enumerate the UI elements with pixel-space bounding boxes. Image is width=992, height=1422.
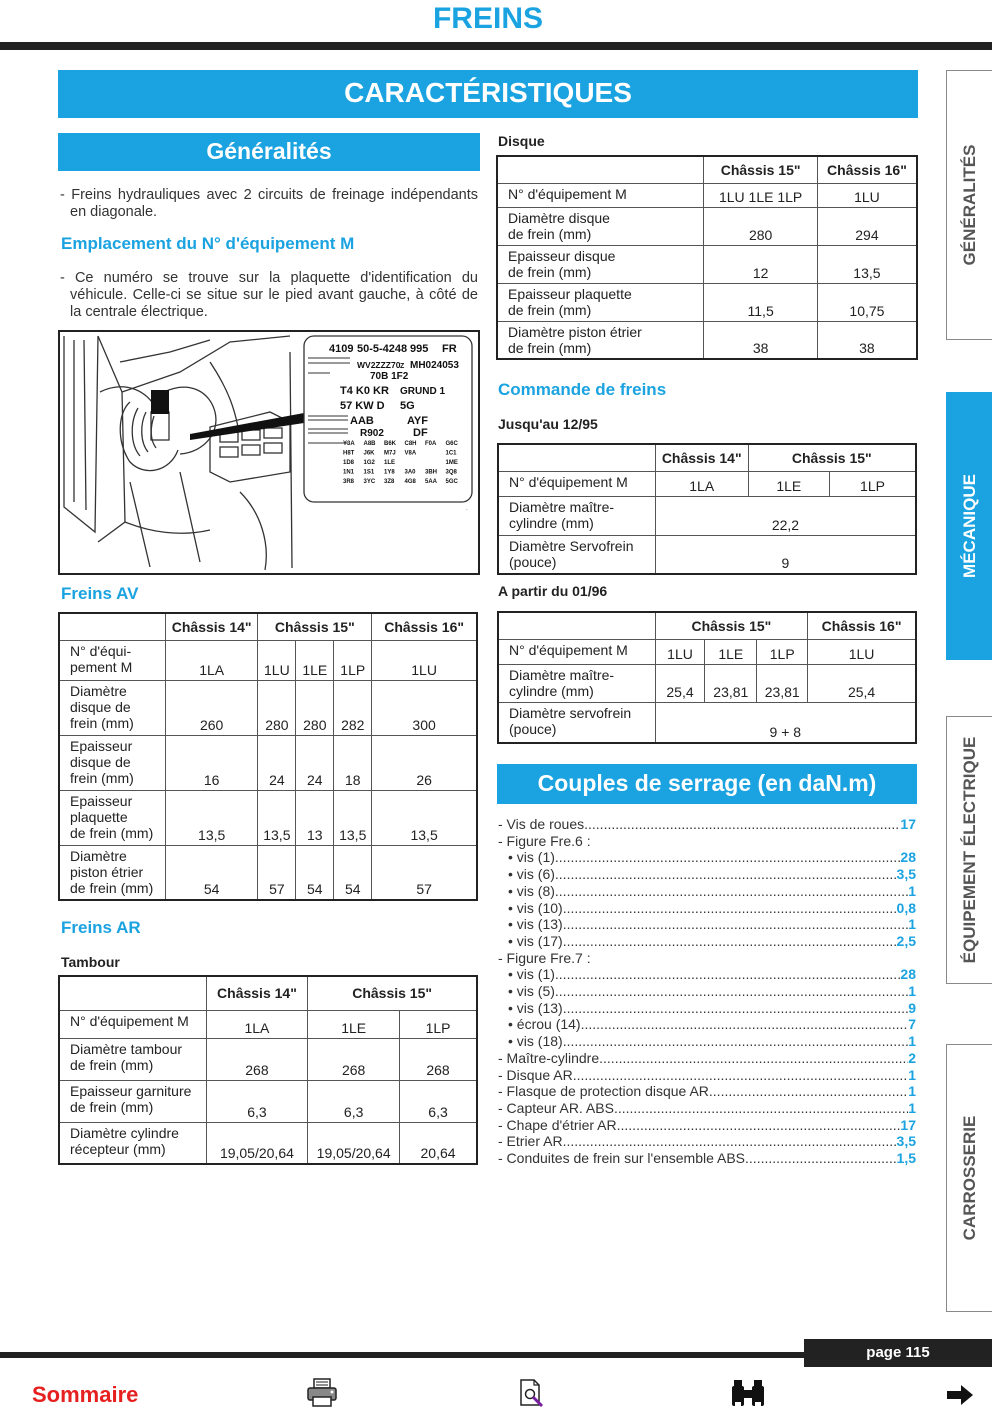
torque-value: 1 <box>908 983 916 1000</box>
plate-code: 1S1 <box>363 469 375 476</box>
torque-item <box>498 1133 916 1150</box>
page-title: FREINS <box>432 2 543 35</box>
table-row <box>498 702 916 743</box>
value-cell: 13,5 <box>817 245 917 283</box>
torque-label: • vis (6) <box>508 866 555 883</box>
value-cell: 23,81 <box>705 664 757 702</box>
value-cell: 13,5 <box>334 790 372 845</box>
dot-leader <box>555 983 908 1000</box>
torque-item <box>498 866 916 883</box>
value-cell: 13,5 <box>258 790 296 845</box>
value-cell: 19,05/20,64 <box>206 1122 308 1164</box>
value-cell: 25,4 <box>655 664 705 702</box>
plate-code: A8B <box>363 441 376 447</box>
torque-label: - Vis de roues <box>498 816 585 832</box>
table-row <box>497 245 917 283</box>
plate-code: C8H <box>404 441 417 447</box>
tab-mecanique[interactable]: MÉCANIQUE <box>946 392 992 660</box>
torque-item <box>498 1083 916 1100</box>
value-cell: 38 <box>817 321 917 359</box>
table-row <box>497 207 917 245</box>
table-row <box>497 183 917 207</box>
torque-item <box>498 916 916 933</box>
torque-value: 0,8 <box>896 899 916 916</box>
dot-leader <box>577 1067 909 1084</box>
value-cell: 280 <box>296 680 334 735</box>
header-chassis-16: Châssis 16" <box>372 613 477 640</box>
row-label: Diamètre maître- cylindre (mm) <box>498 664 655 702</box>
torque-value: 17 <box>900 1116 916 1133</box>
torque-value: 1,5 <box>896 1150 916 1167</box>
subhead-commande: Commande de freins <box>498 380 667 399</box>
table-commande-2 <box>497 611 917 744</box>
plate-code: H8T <box>343 450 355 457</box>
dot-leader <box>563 916 909 933</box>
table-freins-ar <box>58 975 478 1165</box>
value-cell: 9 + 8 <box>655 702 916 743</box>
header-chassis-15: Châssis 15" <box>308 976 477 1010</box>
torque-label: • vis (17) <box>508 932 563 949</box>
row-label: Diamètre tambour de frein (mm) <box>59 1038 206 1080</box>
value-cell: 1LU 1LE 1LP <box>704 183 817 207</box>
row-label: Diamètre servofrein (pouce) <box>498 702 655 743</box>
value-cell: 20,64 <box>400 1122 477 1164</box>
torque-label: - Figure Fre.6 : <box>498 832 591 849</box>
value-cell: 1LA <box>206 1010 308 1038</box>
plate-code: M7J <box>384 450 396 457</box>
row-label: N° d'équipement M <box>59 1010 206 1038</box>
svg-text:4109: 4109 <box>329 343 354 355</box>
torque-value: 1 <box>908 882 916 899</box>
dot-leader <box>563 1133 897 1150</box>
row-label: Epaisseur plaquette de frein (mm) <box>497 283 704 321</box>
dot-leader <box>555 849 901 866</box>
table-row <box>59 1080 477 1122</box>
plate-code: F0A <box>425 441 437 447</box>
value-cell: 1LU <box>808 639 916 664</box>
torque-label: - Figure Fre.7 : <box>498 949 591 966</box>
svg-text:5G: 5G <box>400 400 415 412</box>
row-label: Diamètre maître- cylindre (mm) <box>498 496 655 535</box>
value-cell: 18 <box>334 735 372 790</box>
value-cell: 268 <box>400 1038 477 1080</box>
value-cell: 1LP <box>334 640 372 680</box>
emplacement-text: - Ce numéro se trouve sur la plaquette d'identification du véhicule. Celle-ci se situe sur le pied avant gauche, à côté de la centrale électrique. <box>60 270 478 320</box>
torque-value: 7 <box>908 1016 916 1033</box>
label-tambour: Tambour <box>61 954 120 970</box>
torque-value: 28 <box>900 966 916 983</box>
torque-value: 1 <box>908 1083 916 1100</box>
table-disque <box>496 155 918 360</box>
dot-leader <box>584 816 900 833</box>
plate-code: 3R8 <box>343 479 355 485</box>
dot-leader <box>621 1117 901 1134</box>
table-freins-av <box>58 612 478 901</box>
dot-leader <box>563 1000 909 1017</box>
header-chassis-15: Châssis 15" <box>704 156 817 183</box>
value-cell: 1LE <box>296 640 334 680</box>
tab-carrosserie[interactable]: CARROSSERIE <box>946 1044 992 1312</box>
value-cell: 1LE <box>705 639 757 664</box>
row-label: Epaisseur plaquette de frein (mm) <box>59 790 165 845</box>
row-label: N° d'équipement M <box>498 639 655 664</box>
value-cell: 23,81 <box>757 664 808 702</box>
torque-label: - Flasque de protection disque AR. <box>498 1083 713 1100</box>
subhead-freins-av: Freins AV <box>61 584 139 603</box>
table-row <box>498 471 916 496</box>
torque-item <box>498 1000 916 1017</box>
torque-item <box>498 966 916 983</box>
plate-code: 3A0 <box>404 469 416 476</box>
torque-value: 1 <box>908 916 916 933</box>
value-cell: 10,75 <box>817 283 917 321</box>
svg-text:.: . <box>466 506 468 512</box>
plate-code: 1C1 <box>445 450 457 457</box>
tab-equipement-electrique[interactable]: ÉQUIPEMENT ÉLECTRIQUE <box>946 716 992 984</box>
value-cell: 19,05/20,64 <box>308 1122 400 1164</box>
dot-leader <box>745 1150 897 1167</box>
label-jusquau: Jusqu'au 12/95 <box>498 416 598 432</box>
plate-code: G6C <box>445 441 458 447</box>
torque-item <box>498 1150 916 1167</box>
table-row <box>59 680 477 735</box>
torque-label: • vis (5) <box>508 983 555 1000</box>
torque-label: - Capteur AR. ABS <box>498 1099 614 1116</box>
svg-text:T4 K0 KR: T4 K0 KR <box>340 385 389 397</box>
value-cell: 11,5 <box>704 283 817 321</box>
plate-location-marker <box>151 390 169 414</box>
value-cell: 260 <box>165 680 257 735</box>
dot-leader <box>563 900 897 917</box>
value-cell: 26 <box>372 735 477 790</box>
row-label: N° d'équipement M <box>497 183 704 207</box>
section-banner-caracteristiques: CARACTÉRISTIQUES <box>58 70 918 118</box>
svg-text:50-5-4248: 50-5-4248 <box>357 343 408 355</box>
sommaire-link[interactable]: Sommaire <box>32 1382 139 1407</box>
header-chassis-16: Châssis 16" <box>817 156 917 183</box>
value-cell: 1LA <box>655 471 748 496</box>
table-row <box>498 496 916 535</box>
value-cell: 57 <box>258 845 296 900</box>
torque-item <box>498 950 916 967</box>
value-cell: 25,4 <box>808 664 916 702</box>
label-disque: Disque <box>498 133 545 149</box>
value-cell: 268 <box>308 1038 400 1080</box>
header-chassis-14: Châssis 14" <box>655 444 748 471</box>
dot-leader <box>555 966 901 983</box>
value-cell: 1LP <box>757 639 808 664</box>
value-cell: 1LU <box>655 639 705 664</box>
dot-leader <box>614 1100 908 1117</box>
dot-leader <box>555 883 908 900</box>
dot-leader <box>555 866 897 883</box>
torque-value: 9 <box>908 999 916 1016</box>
svg-text:70B 1F2: 70B 1F2 <box>370 371 409 382</box>
table-row <box>498 639 916 664</box>
plate-code: B6K <box>384 441 397 447</box>
header-chassis-15: Châssis 15" <box>258 613 372 640</box>
torque-item <box>498 1016 916 1033</box>
table-row <box>59 1122 477 1164</box>
top-rule <box>0 42 992 50</box>
dot-leader <box>563 933 897 950</box>
value-cell: 16 <box>165 735 257 790</box>
torque-value: 17 <box>900 816 916 832</box>
header-chassis-14: Châssis 14" <box>206 976 308 1010</box>
torque-label: • vis (13) <box>508 916 563 933</box>
value-cell: 57 <box>372 845 477 900</box>
value-cell: 1LU <box>817 183 917 207</box>
torque-value: 2 <box>908 1049 916 1066</box>
row-label: Diamètre Servofrein (pouce) <box>498 535 655 574</box>
table-row <box>498 664 916 702</box>
torque-label: - Etrier AR <box>498 1133 563 1150</box>
couples-list <box>498 816 916 1167</box>
row-label: Diamètre piston étrier de frein (mm) <box>497 321 704 359</box>
value-cell: 13 <box>296 790 334 845</box>
dot-leader <box>563 1033 909 1050</box>
section-banner-generalites: Généralités <box>58 133 480 171</box>
table-row <box>59 845 477 900</box>
plate-code: Y3A <box>343 441 355 447</box>
torque-label: • vis (8) <box>508 882 555 899</box>
value-cell: 22,2 <box>655 496 916 535</box>
table-row <box>497 321 917 359</box>
plate-code: 1LE <box>384 460 396 466</box>
dot-leader <box>713 1083 908 1100</box>
table-row <box>497 283 917 321</box>
table-row <box>59 735 477 790</box>
value-cell: 6,3 <box>206 1080 308 1122</box>
table-row <box>59 1010 477 1038</box>
value-cell: 280 <box>704 207 817 245</box>
plate-code: 1ME <box>445 460 458 466</box>
generalites-text: - Freins hydrauliques avec 2 circuits de freinage indépendants en diagonale. <box>60 187 478 220</box>
pillar-drawing <box>60 332 478 573</box>
row-label: Epaisseur disque de frein (mm) <box>59 735 165 790</box>
header-chassis-15: Châssis 15" <box>748 444 916 471</box>
value-cell: 294 <box>817 207 917 245</box>
value-cell: 12 <box>704 245 817 283</box>
torque-label: • écrou (14) <box>508 1016 581 1033</box>
svg-text:995: 995 <box>410 343 429 355</box>
torque-item <box>498 1050 916 1067</box>
plate-code: 5GC <box>445 479 458 485</box>
plate-code: 3Q8 <box>445 469 457 476</box>
value-cell: 1LU <box>258 640 296 680</box>
header-chassis-16: Châssis 16" <box>808 612 916 639</box>
page-number: page 115 <box>804 1339 992 1367</box>
table-row <box>59 790 477 845</box>
torque-value: 2,5 <box>896 932 916 949</box>
value-cell: 1LA <box>165 640 257 680</box>
torque-label: • vis (1) <box>508 966 555 983</box>
torque-item <box>498 1100 916 1117</box>
value-cell: 282 <box>334 680 372 735</box>
table-row <box>59 640 477 680</box>
svg-text:57 KW D: 57 KW D <box>340 400 385 412</box>
value-cell: 24 <box>258 735 296 790</box>
value-cell: 54 <box>165 845 257 900</box>
svg-text:FR: FR <box>442 343 457 355</box>
torque-item <box>498 933 916 950</box>
torque-label: - Disque AR. <box>498 1066 577 1083</box>
plate-code: J6K <box>363 450 375 457</box>
value-cell: 280 <box>258 680 296 735</box>
torque-item <box>498 883 916 900</box>
svg-text:Z: Z <box>400 363 405 370</box>
svg-text:WV2ZZZ70: WV2ZZZ70 <box>357 360 401 370</box>
table-commande-1 <box>497 443 917 575</box>
torque-label: • vis (13) <box>508 999 563 1016</box>
torque-value: 1 <box>908 1033 916 1050</box>
torque-item <box>498 1033 916 1050</box>
plate-code: 3BH <box>425 469 438 476</box>
value-cell: 13,5 <box>372 790 477 845</box>
plate-code: 4G8 <box>404 479 416 485</box>
plate-code: 3Z8 <box>384 479 395 485</box>
header-chassis-14: Châssis 14" <box>165 613 257 640</box>
svg-text:GRUND 1: GRUND 1 <box>400 386 446 397</box>
torque-label: • vis (18) <box>508 1033 563 1050</box>
row-label: Diamètre piston étrier de frein (mm) <box>59 845 165 900</box>
value-cell: 1LU <box>372 640 477 680</box>
plate-code: 1N1 <box>343 469 355 476</box>
svg-text:R902: R902 <box>360 428 384 439</box>
torque-label: - Chape d'étrier AR. <box>498 1116 621 1133</box>
plate-code: 1G2 <box>363 460 375 466</box>
torque-label: - Conduites de frein sur l'ensemble ABS <box>498 1150 746 1167</box>
torque-label: • vis (10) <box>508 899 563 916</box>
value-cell: 24 <box>296 735 334 790</box>
subhead-emplacement: Emplacement du N° d'équipement M <box>61 234 355 253</box>
plate-code: 1Y8 <box>384 469 395 476</box>
plate-code: 1D8 <box>343 460 355 466</box>
figure-identification-plate <box>58 330 480 575</box>
torque-value: 3,5 <box>896 1133 916 1150</box>
value-cell: 6,3 <box>308 1080 400 1122</box>
row-label: Diamètre disque de frein (mm) <box>497 207 704 245</box>
value-cell: 300 <box>372 680 477 735</box>
svg-text:AYF: AYF <box>407 415 428 427</box>
pointer-arrow-icon <box>190 413 304 440</box>
row-label: Epaisseur garniture de frein (mm) <box>59 1080 206 1122</box>
row-label: N° d'équipement M <box>498 471 655 496</box>
dot-leader <box>599 1050 908 1067</box>
value-cell: 1LP <box>400 1010 477 1038</box>
torque-value: 28 <box>900 849 916 866</box>
value-cell: 13,5 <box>165 790 257 845</box>
torque-item <box>498 833 916 850</box>
table-row <box>59 1038 477 1080</box>
torque-label: - Maître-cylindre <box>498 1049 600 1066</box>
next-arrow-icon[interactable] <box>945 1383 975 1410</box>
value-cell: 1LE <box>748 471 829 496</box>
torque-value: 3,5 <box>896 866 916 883</box>
row-label: Epaisseur disque de frein (mm) <box>497 245 704 283</box>
torque-item <box>498 900 916 917</box>
svg-text:MH024053: MH024053 <box>410 360 459 371</box>
value-cell: 54 <box>296 845 334 900</box>
row-label: Diamètre disque de frein (mm) <box>59 680 165 735</box>
dot-leader <box>581 1016 909 1033</box>
printer-icon[interactable] <box>306 1378 338 1411</box>
svg-text:AAB: AAB <box>350 415 374 427</box>
torque-item <box>498 816 916 833</box>
plate-code: V8A <box>404 450 417 457</box>
value-cell: 38 <box>704 321 817 359</box>
binoculars-icon[interactable] <box>729 1378 767 1413</box>
row-label: Diamètre cylindre récepteur (mm) <box>59 1122 206 1164</box>
value-cell: 6,3 <box>400 1080 477 1122</box>
torque-item <box>498 1117 916 1134</box>
value-cell: 1LE <box>308 1010 400 1038</box>
document-search-icon[interactable] <box>518 1378 546 1411</box>
torque-item <box>498 1067 916 1084</box>
subhead-freins-ar: Freins AR <box>61 918 141 937</box>
plate-code: 5AA <box>425 479 438 485</box>
header-chassis-15: Châssis 15" <box>655 612 808 639</box>
torque-value: 1 <box>908 1099 916 1116</box>
svg-text:DF: DF <box>413 427 428 439</box>
value-cell: 54 <box>334 845 372 900</box>
label-a-partir: A partir du 01/96 <box>498 583 608 599</box>
torque-item <box>498 849 916 866</box>
torque-label: • vis (1) <box>508 849 555 866</box>
torque-item <box>498 983 916 1000</box>
table-row <box>498 535 916 574</box>
torque-value: 1 <box>908 1066 916 1083</box>
value-cell: 1LP <box>830 471 916 496</box>
value-cell: 9 <box>655 535 916 574</box>
section-banner-couples: Couples de serrage (en daN.m) <box>497 764 917 804</box>
tab-generalites[interactable]: GÉNÉRALITÉS <box>946 70 992 340</box>
plate-code: 3YC <box>363 479 376 485</box>
row-label: N° d'équi- pement M <box>59 640 165 680</box>
value-cell: 268 <box>206 1038 308 1080</box>
